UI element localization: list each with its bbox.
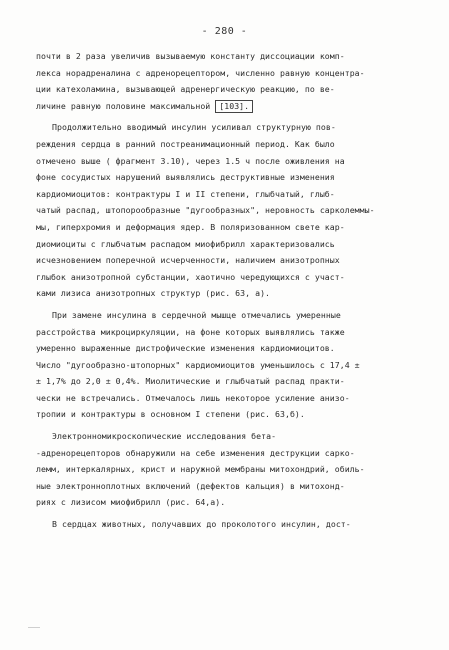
text-line: Электронномикроскопические исследования бета- [52,431,277,442]
body-text [36,48,426,533]
text-line: ные электронноплотных включений (дефектов кальция) в митохонд- [36,480,345,491]
text-line: почти в 2 раза увеличив вызываемую константу диссоциации комп- [36,51,345,61]
text-line: ции катехоламина, вызывающей адренергическую реакцию, по ве- [36,84,335,95]
text-line: расстройства микроциркуляции, на фоне которых выявлялись также [36,326,345,337]
text-line: чески не встречались. Отмечалось лишь некоторое усиление анизо- [36,392,350,403]
text-line: умеренно выраженные дистрофические изменения кардиомиоцитов. [36,343,335,354]
text-line: диомиоциты с глыбчатым распадом миофибрилл характеризовались [36,238,335,249]
text-line: мы, гиперхромия и деформация ядер. В поляризованном свете кар- [36,221,345,232]
text-line: фоне сосудистых нарушений выявлялись деструктивные изменения [36,172,335,183]
text-line: отмечено выше ( фрагмент 3.10), через 1.5 ч после оживления на [36,155,345,166]
text-line [36,98,426,115]
text-line: чатый распад, штопорообразные "дугообразных", неровность сарколеммы- [36,205,375,216]
text-line-content: личине равную половине максимальной [36,100,211,111]
text-line: лемм, интеркалярных, крист и наружной мембраны митохондрий, обиль- [36,464,365,475]
text-line: кардиомиоцитов: контрактуры I и II степени, глыбчатый, глыб- [36,188,335,199]
citation-reference: [103]. [215,100,253,113]
text-line: -адренорецепторов обнаружили на себе изменения деструкции сарко- [36,447,355,458]
text-line: ± 1,7% до 2,0 ± 0,4%. Миолитические и глыбчатый распад практи- [36,376,345,387]
text-line: риях с лизисом миофибрилл (рис. 64,а). [36,497,226,508]
text-line: тропии и контрактуры в основном I степени (рис. 63,б). [36,409,305,420]
scan-mark [28,627,40,628]
text-line: ками лизиса анизотропных структур (рис. 63, а). [36,288,271,299]
page-number: - 280 - [201,26,248,37]
text-line: реждения сердца в ранний постреанимационный период. Как было [36,138,335,149]
text-line: глыбок анизотропной субстанции, хаотично чередующихся с участ- [36,271,345,282]
text-line: Число "дугообразно-штопорных" кардиомиоцитов уменьшилось с 17,4 ± [36,359,360,370]
text-line: Продолжительно вводимый инсулин усиливал структурную пов- [52,122,336,133]
text-line: При замене инсулина в сердечной мышце отмечались умеренные [52,309,341,320]
text-line: В сердцах животных, получавших до проколотого инсулин, дост- [52,519,351,530]
text-line: исчезновением поперечной исчерченности, наличием анизотропных [36,255,340,266]
text-line: лекса норадреналина с адренорецептором, численно равную концентра- [36,67,365,78]
